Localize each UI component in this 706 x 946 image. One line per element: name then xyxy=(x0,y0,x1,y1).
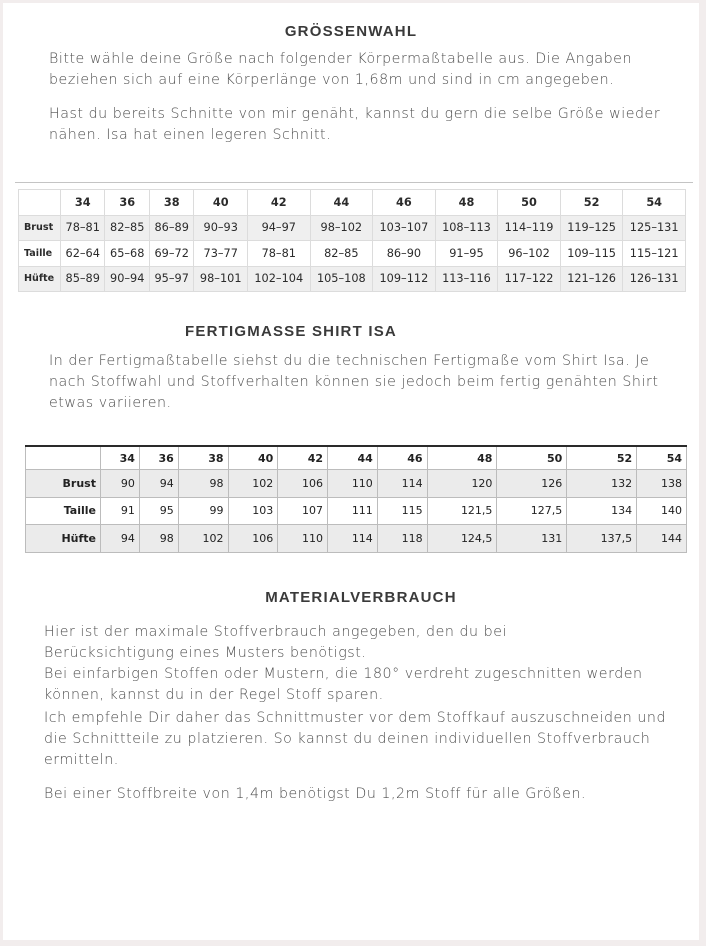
size-header: 38 xyxy=(178,446,228,470)
table-cell: 82–85 xyxy=(310,241,373,267)
row-label: Hüfte xyxy=(19,266,61,292)
table-cell: 138 xyxy=(637,470,687,498)
table-cell: 126–131 xyxy=(623,266,686,292)
table-cell: 65–68 xyxy=(105,241,149,267)
table-cell: 106 xyxy=(228,525,278,553)
table-cell: 119–125 xyxy=(560,215,623,241)
material-usage-paragraph-3: Ich empfehle Dir daher das Schnittmuster vor dem Stoffkauf auszuschneiden und die Schnittteile zu platzieren. So kannst du deinen individuellen Stoffverbrauch ermitteln. xyxy=(44,710,667,768)
table-cell: 102 xyxy=(228,470,278,498)
size-header: 44 xyxy=(310,190,373,216)
table-cell: 107 xyxy=(278,497,328,525)
size-header: 54 xyxy=(623,190,686,216)
table-cell: 62–64 xyxy=(61,241,105,267)
table-cell: 117–122 xyxy=(498,266,561,292)
section-title-material-usage: MATERIALVERBRAUCH xyxy=(265,589,457,606)
table-cell: 91 xyxy=(101,497,140,525)
section-title-size-selection: GRÖSSENWAHL xyxy=(284,23,418,40)
divider xyxy=(15,182,693,183)
size-header: 34 xyxy=(61,190,105,216)
size-header: 52 xyxy=(567,446,637,470)
row-label: Taille xyxy=(19,241,61,267)
table-cell: 131 xyxy=(497,525,567,553)
table-cell: 132 xyxy=(567,470,637,498)
table-cell: 109–112 xyxy=(373,266,436,292)
size-header: 52 xyxy=(560,190,623,216)
table-cell: 114–119 xyxy=(498,215,561,241)
size-header: 40 xyxy=(228,446,278,470)
table-corner-cell xyxy=(19,190,61,216)
table-cell: 137,5 xyxy=(567,525,637,553)
section-title-finished-measurements: FERTIGMASSE SHIRT ISA xyxy=(185,323,397,340)
table-cell: 78–81 xyxy=(61,215,105,241)
table-header-row xyxy=(19,190,686,216)
table-row xyxy=(26,497,687,525)
table-cell: 90–94 xyxy=(105,266,149,292)
table-cell: 127,5 xyxy=(497,497,567,525)
row-label: Hüfte xyxy=(26,525,101,553)
table-cell: 108–113 xyxy=(435,215,498,241)
size-header: 46 xyxy=(377,446,427,470)
table-cell: 98–101 xyxy=(194,266,248,292)
row-label: Brust xyxy=(19,215,61,241)
table-cell: 94 xyxy=(139,470,178,498)
table-corner-cell xyxy=(26,446,101,470)
size-header: 44 xyxy=(328,446,378,470)
material-usage-paragraph-1: Hier ist der maximale Stoffverbrauch angegeben, den du bei Berücksichtigung eines Musters benötigst. xyxy=(44,624,507,661)
table-cell: 78–81 xyxy=(247,241,310,267)
table-cell: 113–116 xyxy=(435,266,498,292)
table-cell: 109–115 xyxy=(560,241,623,267)
table-header-row xyxy=(26,446,687,470)
table-cell: 140 xyxy=(637,497,687,525)
table-cell: 90 xyxy=(101,470,140,498)
table-cell: 103 xyxy=(228,497,278,525)
table-cell: 99 xyxy=(178,497,228,525)
table-cell: 90–93 xyxy=(194,215,248,241)
table-cell: 86–89 xyxy=(149,215,193,241)
table-cell: 114 xyxy=(328,525,378,553)
finished-measurements-paragraph-1: In der Fertigmaßtabelle siehst du die technischen Fertigmaße vom Shirt Isa. Je nach Stoffwahl und Stoffverhalten können sie jedoch beim fertig genähten Shirt etwas variieren. xyxy=(49,353,659,411)
table-cell: 94–97 xyxy=(247,215,310,241)
table-cell: 85–89 xyxy=(61,266,105,292)
body-size-table xyxy=(18,189,686,292)
table-cell: 102–104 xyxy=(247,266,310,292)
size-header: 34 xyxy=(101,446,140,470)
table-cell: 98 xyxy=(139,525,178,553)
table-cell: 105–108 xyxy=(310,266,373,292)
table-cell: 103–107 xyxy=(373,215,436,241)
size-header: 50 xyxy=(498,190,561,216)
table-cell: 82–85 xyxy=(105,215,149,241)
size-header: 42 xyxy=(278,446,328,470)
size-header: 50 xyxy=(497,446,567,470)
table-cell: 124,5 xyxy=(427,525,497,553)
table-cell: 126 xyxy=(497,470,567,498)
row-label: Brust xyxy=(26,470,101,498)
table-cell: 106 xyxy=(278,470,328,498)
size-header: 40 xyxy=(194,190,248,216)
table-cell: 134 xyxy=(567,497,637,525)
table-cell: 95 xyxy=(139,497,178,525)
table-cell: 102 xyxy=(178,525,228,553)
table-cell: 73–77 xyxy=(194,241,248,267)
table-cell: 115 xyxy=(377,497,427,525)
finished-size-table xyxy=(25,445,687,553)
table-cell: 110 xyxy=(328,470,378,498)
table-cell: 94 xyxy=(101,525,140,553)
table-cell: 115–121 xyxy=(623,241,686,267)
material-usage-paragraph-4: Bei einer Stoffbreite von 1,4m benötigst Du 1,2m Stoff für alle Größen. xyxy=(44,786,587,802)
size-selection-paragraph-2: Hast du bereits Schnitte von mir genäht, kannst du gern die selbe Größe wieder nähen. Isa hat einen legeren Schnitt. xyxy=(49,106,661,143)
table-cell: 86–90 xyxy=(373,241,436,267)
material-usage-paragraph-2: Bei einfarbigen Stoffen oder Mustern, die 180° verdreht zugeschnitten werden können, kannst du in der Regel Stoff sparen. xyxy=(44,666,643,703)
table-cell: 95–97 xyxy=(149,266,193,292)
table-cell: 110 xyxy=(278,525,328,553)
table-cell: 144 xyxy=(637,525,687,553)
table-cell: 96–102 xyxy=(498,241,561,267)
table-row xyxy=(19,241,686,267)
table-cell: 121,5 xyxy=(427,497,497,525)
size-header: 42 xyxy=(247,190,310,216)
content-card xyxy=(3,3,699,940)
table-cell: 118 xyxy=(377,525,427,553)
size-header: 48 xyxy=(427,446,497,470)
row-label: Taille xyxy=(26,497,101,525)
table-row xyxy=(26,470,687,498)
table-cell: 98–102 xyxy=(310,215,373,241)
size-header: 46 xyxy=(373,190,436,216)
table-cell: 111 xyxy=(328,497,378,525)
table-cell: 98 xyxy=(178,470,228,498)
table-cell: 125–131 xyxy=(623,215,686,241)
table-cell: 120 xyxy=(427,470,497,498)
size-selection-paragraph-1: Bitte wähle deine Größe nach folgender Körpermaßtabelle aus. Die Angaben beziehen sich auf eine Körperlänge von 1,68m und sind in cm angegeben. xyxy=(49,51,632,88)
table-cell: 114 xyxy=(377,470,427,498)
table-row xyxy=(26,525,687,553)
table-cell: 91–95 xyxy=(435,241,498,267)
size-header: 36 xyxy=(139,446,178,470)
size-header: 48 xyxy=(435,190,498,216)
table-row xyxy=(19,215,686,241)
table-cell: 69–72 xyxy=(149,241,193,267)
size-header: 38 xyxy=(149,190,193,216)
table-row xyxy=(19,266,686,292)
table-cell: 121–126 xyxy=(560,266,623,292)
size-header: 36 xyxy=(105,190,149,216)
size-header: 54 xyxy=(637,446,687,470)
